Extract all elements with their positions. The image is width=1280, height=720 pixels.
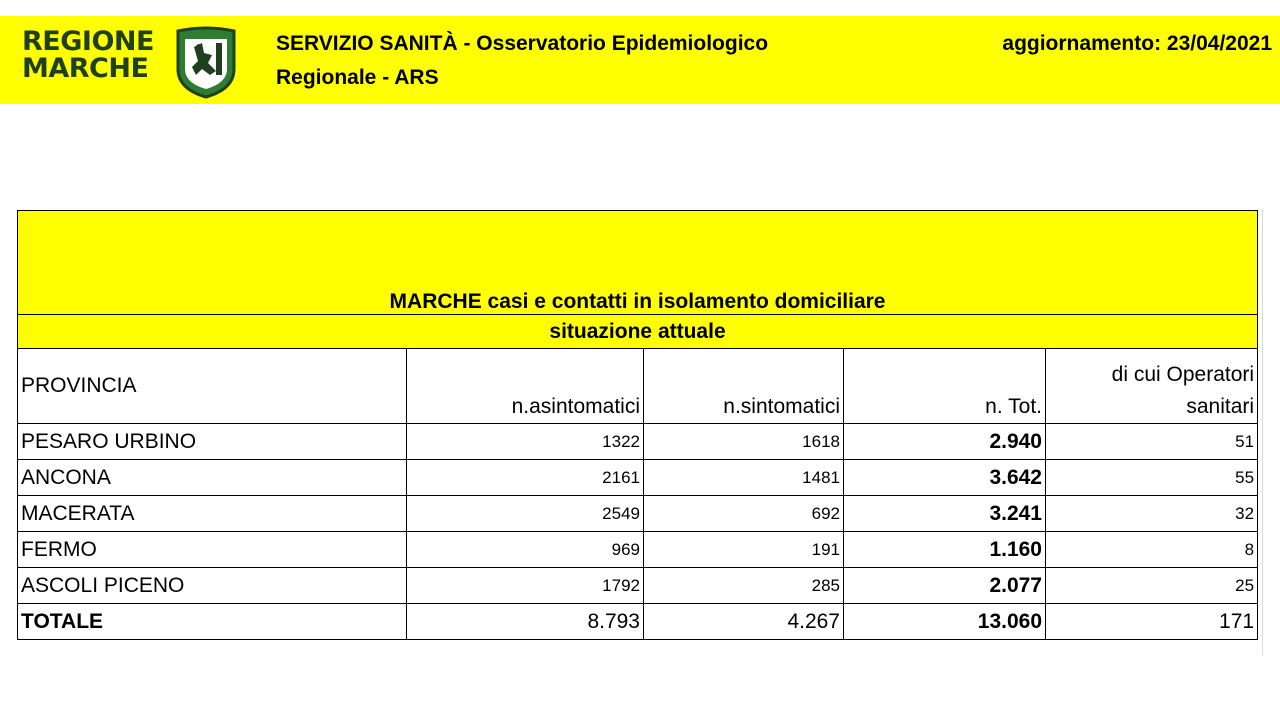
sintomatici-cell: 1618	[644, 424, 844, 460]
operatori-cell: 25	[1046, 568, 1258, 604]
table-subtitle: situazione attuale	[18, 315, 1258, 349]
service-title-line-1: SERVIZIO SANITÀ - Osservatorio Epidemiologico	[276, 32, 769, 55]
operatori-cell: 32	[1046, 496, 1258, 532]
col-header-operatori	[1046, 349, 1258, 424]
asintomatici-cell: 2549	[407, 496, 644, 532]
table-title: MARCHE casi e contatti in isolamento domiciliare	[18, 211, 1258, 315]
service-title-line-2: Regionale - ARS	[276, 66, 439, 89]
tot-cell: 3.241	[844, 496, 1046, 532]
asintomatici-cell: 969	[407, 532, 644, 568]
total-asintomatici-cell: 8.793	[407, 604, 644, 640]
sintomatici-cell: 191	[644, 532, 844, 568]
table-row	[18, 568, 1258, 604]
col-header-asintomatici: n.asintomatici	[407, 349, 644, 424]
regione-marche-emblem-icon	[172, 25, 240, 99]
total-operatori-cell: 171	[1046, 604, 1258, 640]
provincia-cell: PESARO URBINO	[18, 424, 407, 460]
isolation-table	[17, 210, 1258, 640]
asintomatici-cell: 1792	[407, 568, 644, 604]
tot-cell: 2.940	[844, 424, 1046, 460]
col-header-provincia: PROVINCIA	[18, 349, 407, 424]
tot-cell: 2.077	[844, 568, 1046, 604]
table-row	[18, 532, 1258, 568]
asintomatici-cell: 1322	[407, 424, 644, 460]
provincia-cell: ANCONA	[18, 460, 407, 496]
tot-cell: 3.642	[844, 460, 1046, 496]
table-header-row	[18, 349, 1258, 424]
asintomatici-cell: 2161	[407, 460, 644, 496]
col-header-operatori-line-1: di cui Operatori	[1111, 363, 1255, 386]
provincia-cell: ASCOLI PICENO	[18, 568, 407, 604]
total-tot-cell: 13.060	[844, 604, 1046, 640]
total-sintomatici-cell: 4.267	[644, 604, 844, 640]
service-title	[276, 27, 896, 95]
sintomatici-cell: 285	[644, 568, 844, 604]
operatori-cell: 8	[1046, 532, 1258, 568]
operatori-cell: 51	[1046, 424, 1258, 460]
tot-cell: 1.160	[844, 532, 1046, 568]
regione-marche-logo-text	[22, 28, 154, 82]
table-row	[18, 460, 1258, 496]
operatori-cell: 55	[1046, 460, 1258, 496]
col-header-tot: n. Tot.	[844, 349, 1046, 424]
table-total-row	[18, 604, 1258, 640]
table-row	[18, 424, 1258, 460]
col-header-sintomatici: n.sintomatici	[644, 349, 844, 424]
sintomatici-cell: 692	[644, 496, 844, 532]
page-right-edge	[1262, 210, 1280, 655]
update-date: aggiornamento: 23/04/2021	[1002, 32, 1272, 55]
sintomatici-cell: 1481	[644, 460, 844, 496]
logo-line-1: REGIONE	[22, 26, 154, 57]
logo-line-2: MARCHE	[22, 53, 149, 84]
provincia-cell: FERMO	[18, 532, 407, 568]
total-label-cell: TOTALE	[18, 604, 407, 640]
table-row	[18, 496, 1258, 532]
col-header-operatori-line-2: sanitari	[1186, 395, 1255, 418]
provincia-cell: MACERATA	[18, 496, 407, 532]
